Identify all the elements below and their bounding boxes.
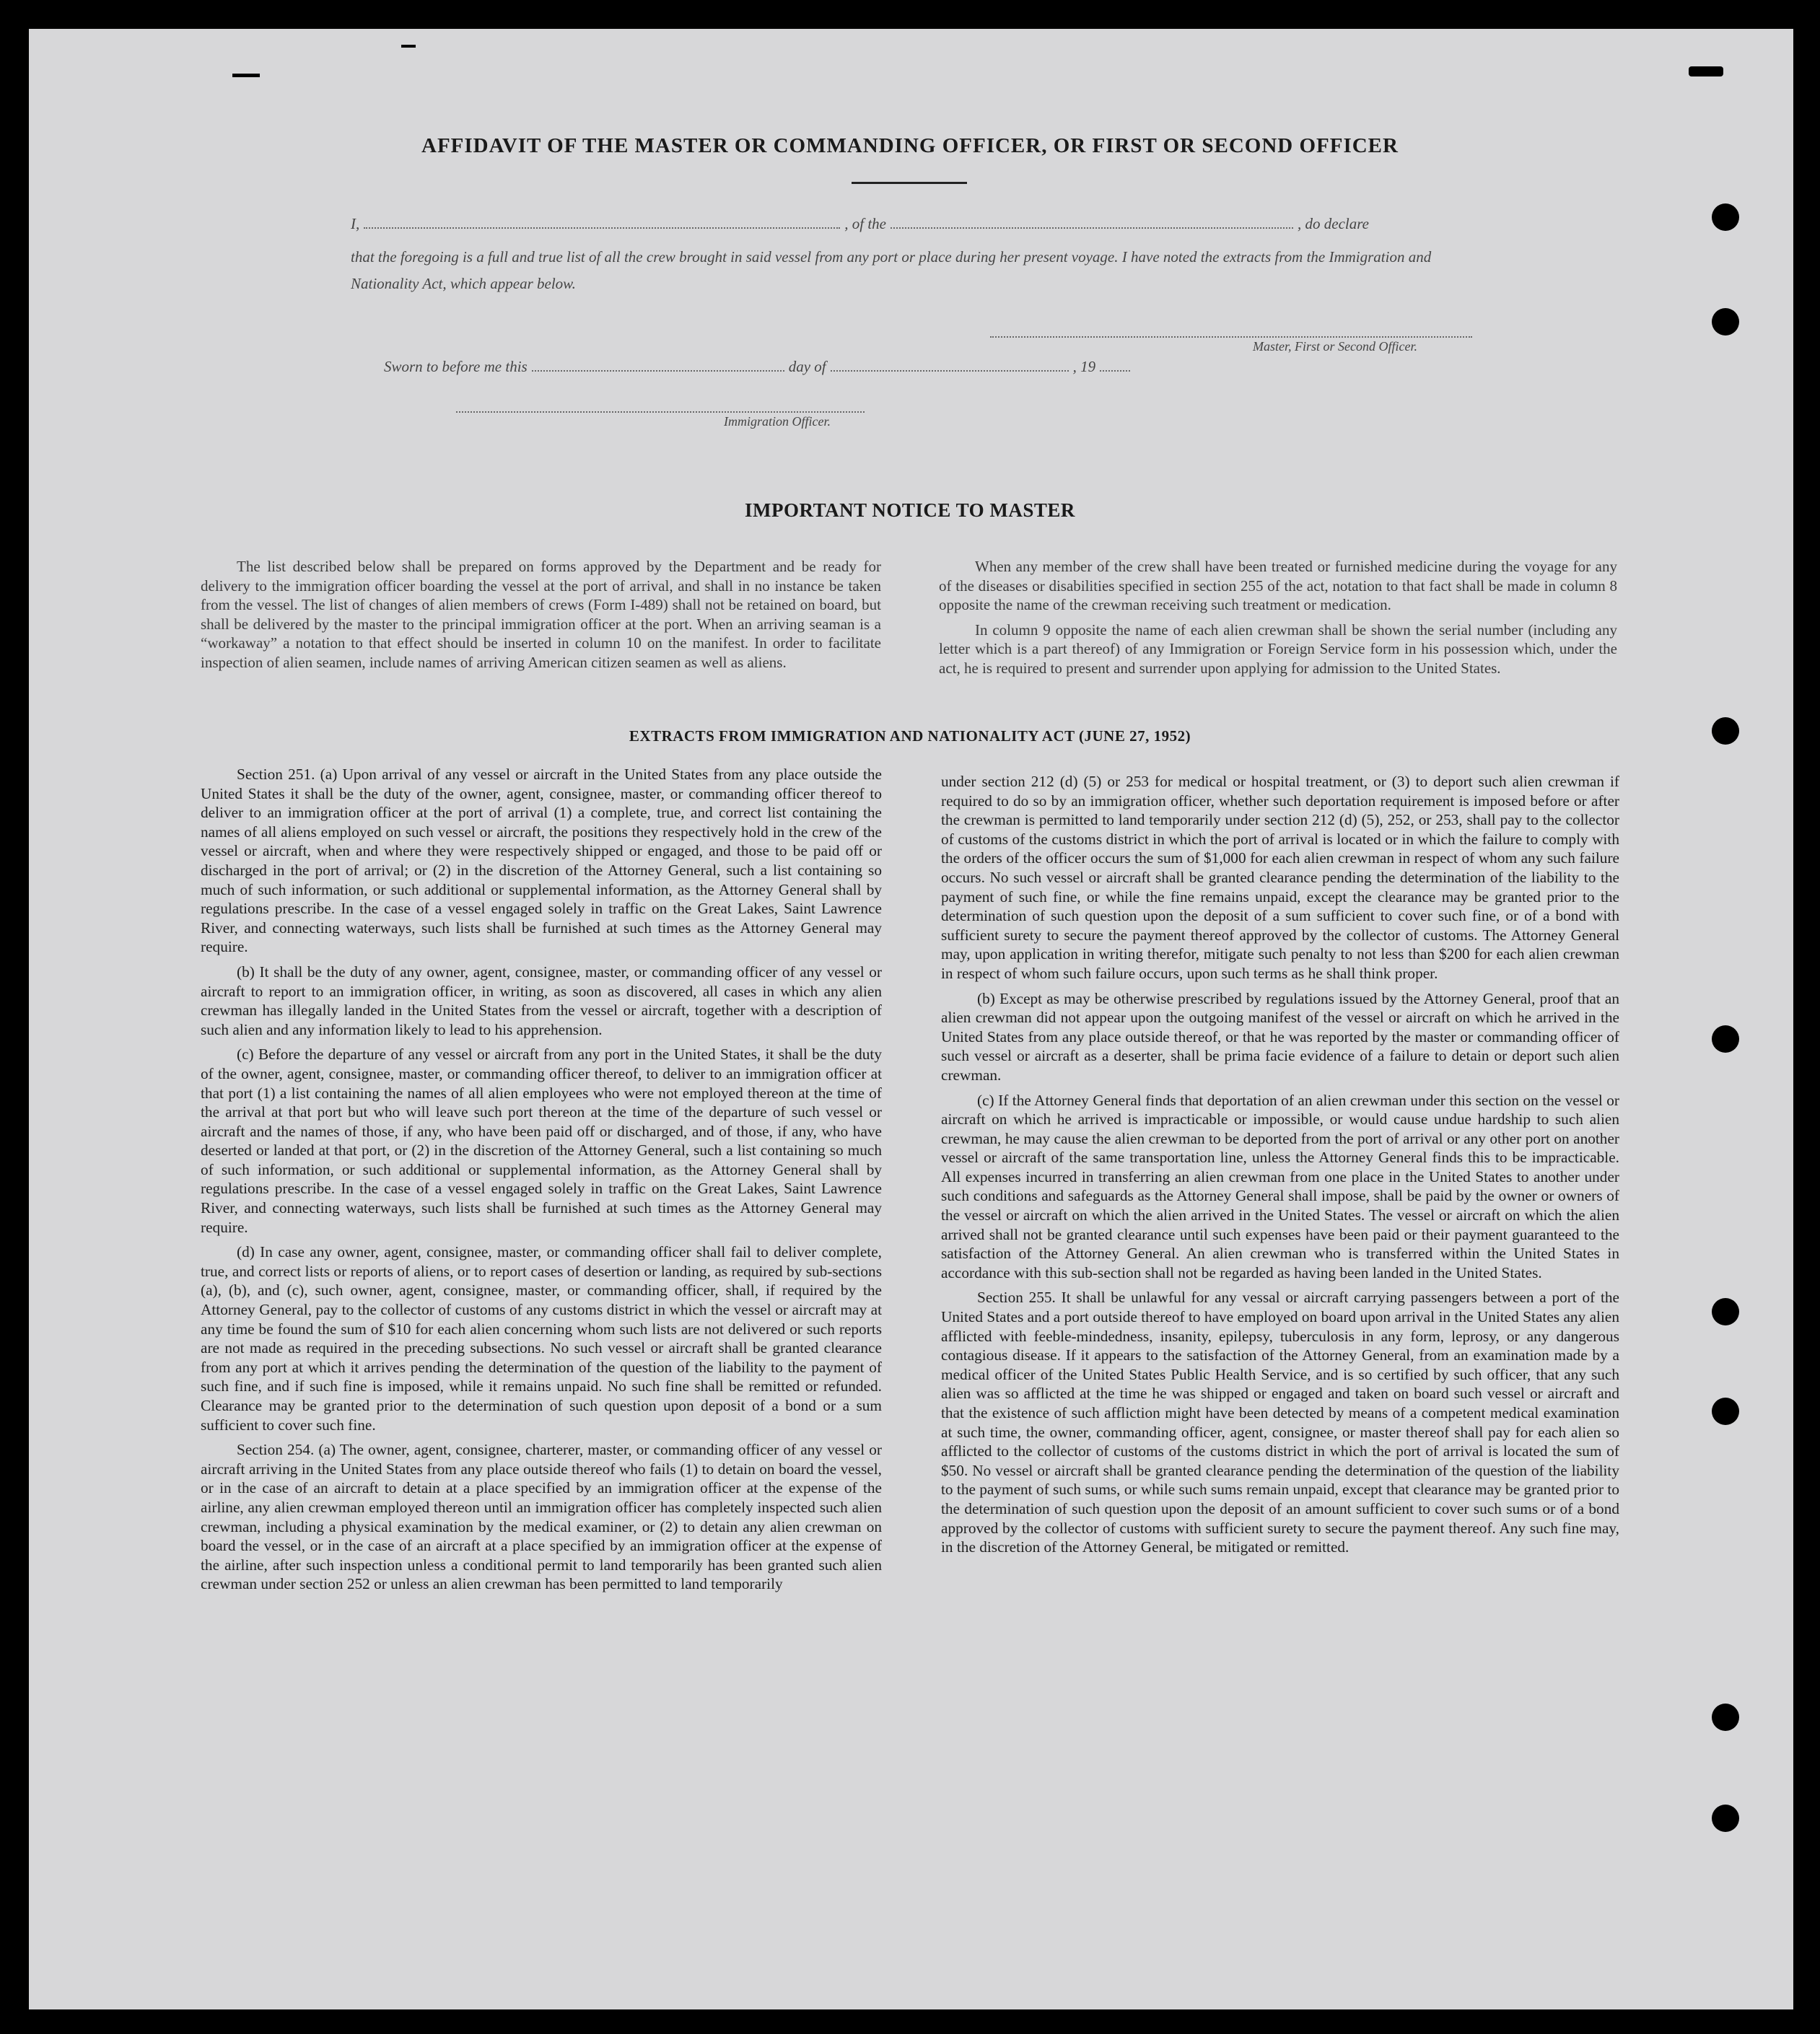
scan-mark	[401, 45, 416, 48]
extract-paragraph: (d) In case any owner, agent, consignee, master, or commanding officer shall fail to deliver complete, true, and correct lists or reports of aliens, or to report cases of desertion or landing, as required by sub-sections (a), (b), and (c), such owner, agent, consignee, master, or commanding officer, shall, if required by the Attorney General, pay to the collector of customs of any customs district in which the vessel or aircraft may at any time be found the sum of $10 for each alien concerning whom such lists are not delivered or such reports are not made as required in the preceding subsections. No such vessel or aircraft shall be granted clearance from any port at which it arrives pending the determination of the question of the liability to the payment of such fine, and if such fine is imposed, while it remains unpaid. No such fine shall be remitted or refunded. Clearance may be granted prior to the determination of such question upon deposit of a bond or a sum sufficient to cover such fine.	[201, 1243, 882, 1434]
affidavit-title: AFFIDAVIT OF THE MASTER OR COMMANDING OFFICER, OR FIRST OR SECOND OFFICER	[421, 134, 1399, 157]
extract-paragraph: Section 251. (a) Upon arrival of any vessel or aircraft in the United States from any place outside the United States it shall be the duty of the owner, agent, consignee, master, or commanding officer thereof to deliver to an immigration officer at the port of arrival (1) a complete, true, and correct list containing the names of all aliens employed on such vessel or aircraft, the positions they respectively hold in the crew of the vessel or aircraft, when and where they were respectively shipped or engaged, and those to be paid off or discharged in the port of arrival; or (2) in the discretion of the Attorney General, such a list containing so much of such information, or such additional or supplemental information, as the Attorney General shall by regulations prescribe. In the case of a vessel engaged solely in traffic on the Great Lakes, Saint Lawrence River, and connecting waterways, such lists shall be furnished at such times as the Attorney General may require.	[201, 766, 882, 956]
punch-hole	[1712, 1704, 1739, 1731]
extract-paragraph: (c) Before the departure of any vessel or aircraft from any port in the United States, it shall be the duty of the owner, agent, consignee, master, or commanding officer thereof, to deliver to an immigration officer at that port (1) a list containing the names of all alien employees who were not employed thereon at the time of the arrival at that port but who will leave such port thereon at the time of the departure of such vessel or aircraft and the names of those, if any, who have been paid off or discharged, and of those, if any, who have deserted or landed at that port, or (2) in the discretion of the Attorney General, such a list containing so much of such information, or such additional or supplemental information, as the Attorney General shall by regulations prescribe. In the case of a vessel engaged solely in traffic on the Great Lakes, Saint Lawrence River, and connecting waterways, such lists shall be furnished at such times as the Attorney General may require.	[201, 1046, 882, 1236]
sworn-month-field[interactable]	[831, 369, 1069, 372]
extract-paragraph: Section 254. (a) The owner, agent, consignee, charterer, master, or commanding officer of any vessel or aircraft arriving in the United States from any place outside thereof who fails (1) to detain on board the vessel, or in the case of an aircraft to detain at a place specified by an immigration officer at the expense of the airline, any alien crewman employed thereon until an immigration officer has completely inspected such alien crewman, including a physical examination by the medical examiner, or (2) to detain any alien crewman on board the vessel, or in the case of an aircraft at a place specified by an immigration officer at the expense of the airline, after such inspection unless a conditional permit to land temporarily has been granted such alien crewman under section 252 or unless an alien crewman has been permitted to land temporarily	[201, 1441, 882, 1593]
punch-hole	[1712, 1398, 1739, 1425]
declaration-text: that the foregoing is a full and true list of all the crew brought in said vessel from any port or place during her present voyage. I have noted the extracts from the Immigration and Nationality Act, which appear below.	[351, 248, 1432, 292]
punch-hole	[1712, 1025, 1739, 1053]
scan-mark	[1689, 66, 1723, 76]
notice-right-column	[939, 557, 1617, 683]
immigration-officer-caption: Immigration Officer.	[724, 414, 831, 429]
punch-hole	[1712, 308, 1739, 336]
master-signature-caption: Master, First or Second Officer.	[1253, 339, 1417, 354]
extract-paragraph: (c) If the Attorney General finds that deportation of an alien crewman under this section on the vessel or aircraft on which he arrived is impracticable or impossible, or would cause undue hardship to such alien crewman, he may cause the alien crewman to be deported from the port of arrival or any other port on another vessel or aircraft of the same transportation line, unless the Attorney General finds this to be impracticable. All expenses incurred in transferring an alien crewman from one place in the United States to another under such conditions and safeguards as the Attorney General shall impose, shall be paid by the owner or owners of the vessel or aircraft on which the alien arrived in the United States. The vessel or aircraft on which the alien arrived shall not be granted clearance until such expenses have been paid or their payment guaranteed to the satisfaction of the Attorney General. An alien crewman who is transferred within the United States in accordance with this sub-section shall not be regarded as having been landed in the United States.	[941, 1091, 1619, 1281]
extracts-left-column	[201, 765, 882, 1600]
title-divider	[852, 182, 967, 184]
punch-hole	[1712, 1298, 1739, 1325]
day-of-label: day of	[788, 358, 826, 375]
notice-right-paragraph: In column 9 opposite the name of each alien crewman shall be shown the serial number (including any letter which is a part thereof) of any Immigration or Foreign Service form in his possession which, under the act, he is required to present and surrender upon applying for admission to the United States.	[939, 621, 1617, 677]
sworn-line	[384, 358, 1250, 376]
extract-paragraph: (b) It shall be the duty of any owner, agent, consignee, master, or commanding officer of any vessel or aircraft to report to an immigration officer, in writing, as soon as discovered, all cases in which any alien crewman has illegally landed in the United States from the vessel or aircraft, together with a description of such alien and any information likely to lead to his apprehension.	[201, 963, 882, 1038]
extract-paragraph: Section 255. It shall be unlawful for any vessal or aircraft carrying passengers between a port of the United States and a port outside thereof to have employed on board upon arrival in the United States any alien afflicted with feeble-mindedness, insanity, epilepsy, tuberculosis in any form, leprosy, or any dangerous contagious disease. If it appears to the satisfaction of the Attorney General, from an examination made by a medical officer of the United States Public Health Service, and is so certified by such officer, that any such alien was so afflicted at the time he was shipped or engaged and taken on board such vessel or aircraft and that the existence of such affliction might have been detected by means of a competent medical examination at such time, the owner, commanding officer, agent, consignee, or master thereof shall pay for each alien so afflicted to the collector of customs of the customs district in which the port of arrival is located the sum of $50. No vessel or aircraft shall be granted clearance pending the determination of the question of the liability to the payment of such sums, or while such sums remain unpaid, except that clearance may be granted prior to the determination of such question upon the deposit of an amount sufficient to cover such sums or of a bond approved by the collector of customs with sufficient surety to secure the payment thereof. Any such fine may, in the discretion of the Attorney General, be mitigated or remitted.	[941, 1289, 1619, 1556]
declaration-of-the-label: , of the	[844, 215, 886, 232]
punch-hole	[1712, 203, 1739, 231]
year-label: , 19	[1072, 358, 1096, 375]
scan-mark	[232, 74, 260, 77]
vessel-field[interactable]	[891, 227, 1293, 229]
extract-paragraph: (b) Except as may be otherwise prescribed by regulations issued by the Attorney General, proof that an alien crewman did not appear upon the outgoing manifest of the vessel or aircraft on which he arrived in the United States from any place outside thereof, or that he was reported by the master or commanding officer of such vessel or aircraft as a deserter, shall be prima facie evidence of a failure to detain or deport such alien crewman.	[941, 989, 1619, 1084]
sworn-year-field[interactable]	[1100, 369, 1130, 372]
declaration-line	[351, 215, 1473, 233]
extract-paragraph: under section 212 (d) (5) or 253 for medical or hospital treatment, or (3) to deport such alien crewman if required to do so by an immigration officer, whether such deportation requirement is imposed before or after the crewman is permitted to land temporarily under section 212 (d) (5), 252, or 253, shall pay to the collector of customs of the customs district in which the port of arrival is located or in which the failure to comply with the orders of the officer occurs the sum of $1,000 for each alien crewman in respect of whom any such failure occurs. No such vessel or aircraft shall be granted clearance pending the determination of the liability to the payment of such fine, or while the fine remains unpaid, except the clearance may be granted prior to the determination of such question upon the deposit of a sum sufficient to cover such fine, or of a bond with sufficient surety to secure the payment thereof approved by the collector of customs. The Attorney General may, upon application in writing therefor, mitigate such penalty to not less than $200 for each alien crewman in respect of whom such failure occurs, upon such terms as he shall think proper.	[941, 773, 1619, 982]
sworn-day-field[interactable]	[532, 369, 784, 372]
declaration-i-label: I,	[351, 215, 360, 232]
sworn-label: Sworn to before me this	[384, 358, 528, 375]
notice-left-column	[201, 557, 881, 678]
immigration-officer-signature-line[interactable]	[456, 411, 865, 413]
extracts-right-column	[941, 772, 1619, 1563]
extracts-title: EXTRACTS FROM IMMIGRATION AND NATIONALITY ACT (JUNE 27, 1952)	[629, 727, 1191, 745]
declaration-do-declare-label: , do declare	[1298, 215, 1369, 232]
notice-title: IMPORTANT NOTICE TO MASTER	[745, 499, 1075, 521]
punch-hole	[1712, 1805, 1739, 1832]
master-signature-line[interactable]	[990, 336, 1472, 338]
notice-left-paragraph: The list described below shall be prepared on forms approved by the Department and be ready for delivery to the immigration officer boarding the vessel at the port of arrival, and shall in no instance be taken from the vessel. The list of changes of alien members of crews (Form I-489) shall not be retained on board, but shall be delivered by the master to the principal immigration officer at the port. When an arriving seaman is a “workaway” a notation to that effect should be inserted in column 10 on the manifest. In order to facilitate inspection of alien seamen, include names of arriving American citizen seamen as well as aliens.	[201, 558, 881, 671]
notice-right-paragraph: When any member of the crew shall have been treated or furnished medicine during the voyage for any of the diseases or disabilities specified in section 255 of the act, notation to that fact shall be made in column 8 opposite the name of the crewman receiving such treatment or medication.	[939, 558, 1617, 613]
name-field[interactable]	[364, 227, 840, 229]
